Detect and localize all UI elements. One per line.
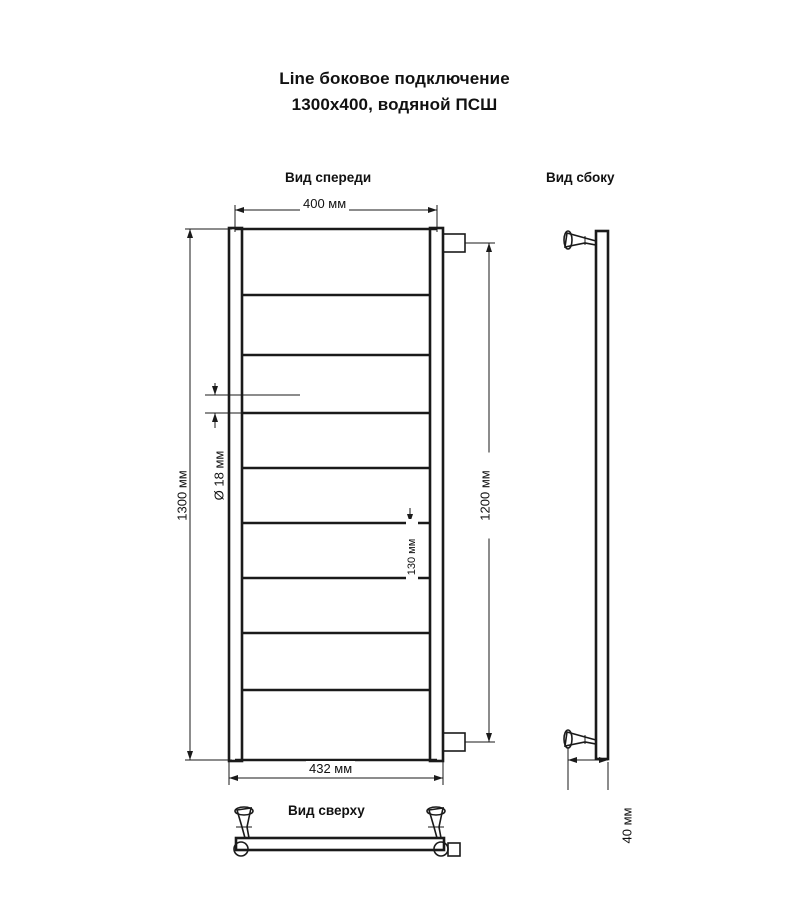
view-label-front: Вид спереди bbox=[285, 170, 372, 185]
top-bracket-right bbox=[429, 808, 443, 838]
title-line-2: 1300x400, водяной ПСШ bbox=[291, 95, 498, 114]
top-view-body bbox=[236, 838, 444, 850]
dim-label-432: 432 мм bbox=[306, 761, 355, 776]
front-left-tube bbox=[229, 228, 242, 761]
view-label-side: Вид сбоку bbox=[546, 170, 615, 185]
top-view-group bbox=[234, 807, 460, 856]
side-profile-tube bbox=[596, 231, 608, 759]
dim-label-1300: 1300 мм bbox=[175, 453, 190, 539]
side-view-group bbox=[564, 231, 608, 790]
dim-label-40: 40 мм bbox=[620, 788, 635, 864]
top-bracket-left bbox=[237, 808, 251, 838]
side-bracket-top bbox=[565, 233, 596, 247]
title-line-1: Line боковое подключение bbox=[279, 69, 510, 88]
front-connector-top bbox=[443, 234, 465, 252]
top-connector-right bbox=[448, 843, 460, 856]
dim-label-1200: 1200 мм bbox=[478, 453, 493, 539]
front-view-group bbox=[185, 205, 495, 785]
front-connector-bottom bbox=[443, 733, 465, 751]
dim-label-400: 400 мм bbox=[300, 196, 349, 211]
view-label-top: Вид сверху bbox=[288, 803, 365, 818]
front-right-tube bbox=[430, 228, 443, 761]
side-bracket-bottom bbox=[565, 732, 596, 746]
dim-label-diameter: Ø 18 мм bbox=[212, 433, 227, 519]
dim-label-130: 130 мм bbox=[406, 519, 418, 595]
